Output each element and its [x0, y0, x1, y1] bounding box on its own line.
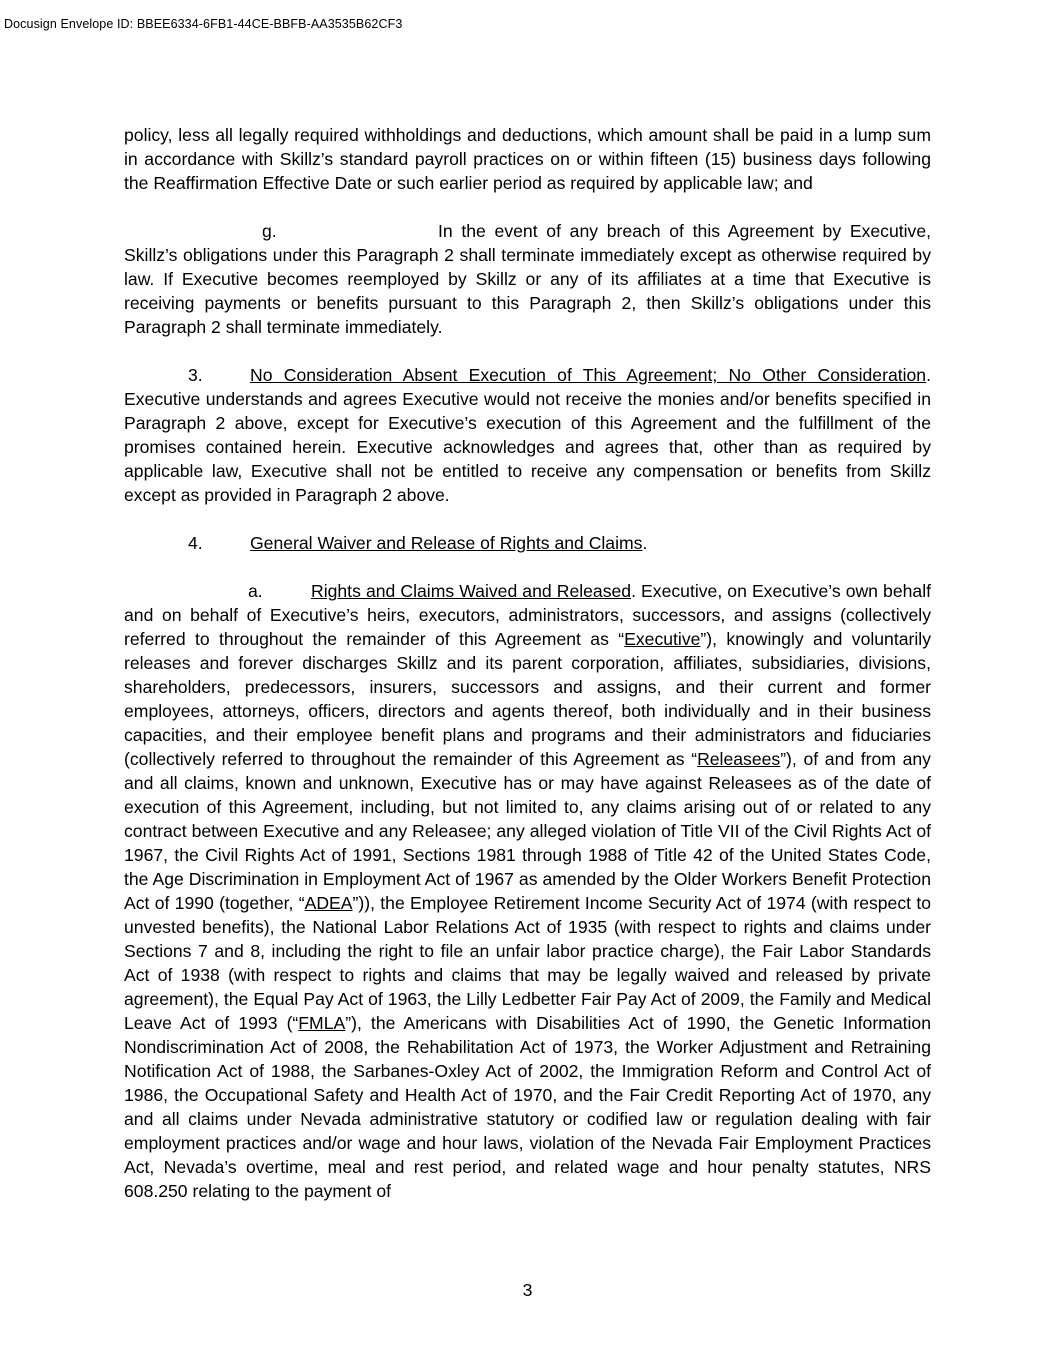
section-4 [124, 531, 931, 555]
section-4a-label: a. [248, 581, 263, 601]
paragraph-g-label: g. [262, 221, 277, 241]
paragraph-g [124, 219, 931, 339]
section-3-heading: No Consideration Absent Execution of This Agreement; No Other Consideration [250, 365, 927, 385]
document-body [124, 123, 931, 1203]
defined-term-executive: Executive [624, 629, 701, 649]
section-3-text: . Executive understands and agrees Executive would not receive the monies and/or benefits specified in Paragraph 2 above, except for Executive’s execution of this Agreement and the fulfillment of the promises contained herein. Executive acknowledges and agrees that, other than as required by applicable law, Executive shall not be entitled to receive any compensation or benefits from Skillz except as provided in Paragraph 2 above. [124, 365, 931, 505]
section-4a-text-5: ”), the Americans with Disabilities Act of 1990, the Genetic Information Nondiscrimination Act of 2008, the Rehabilitation Act of 1973, the Worker Adjustment and Retraining Notification Act of 1988, the Sarbanes-Oxley Act of 2002, the Immigration Reform and Control Act of 1986, the Occupational Safety and Health Act of 1970, and the Fair Credit Reporting Act of 1970, any and all claims under Nevada administrative statutory or codified law or regulation dealing with fair employment practices and/or wage and hour laws, violation of the Nevada Fair Employment Practices Act, Nevada’s overtime, meal and rest period, and related wage and hour penalty statutes, NRS 608.250 relating to the payment of [124, 1013, 931, 1201]
paragraph-g-text: In the event of any breach of this Agreement by Executive, Skillz’s obligations under this Paragraph 2 shall terminate immediately except as otherwise required by law. If Executive becomes reemployed by Skillz or any of its affiliates at a time that Executive is receiving payments or benefits pursuant to this Paragraph 2, then Skillz’s obligations under this Paragraph 2 shall terminate immediately. [124, 221, 931, 337]
section-4-heading-end: . [642, 533, 648, 553]
defined-term-fmla: FMLA [298, 1013, 346, 1033]
section-3-number: 3. [188, 365, 203, 385]
section-4a-text-3: ”), of and from any and all claims, known and unknown, Executive has or may have against Releasees as of the date of execution of this Agreement, including, but not limited to, any claims arising out of or related to any contract between Executive and any Releasee; any alleged violation of Title VII of the Civil Rights Act of 1967, the Civil Rights Act of 1991, Sections 1981 through 1988 of Title 42 of the United States Code, the Age Discrimination in Employment Act of 1967 as amended by the Older Workers Benefit Protection Act of 1990 (together, “ [124, 749, 931, 913]
section-4a-text-1: . Executive, on Executive’s own behalf and on behalf of Executive’s heirs, executors, administrators, successors, and assigns (collectively referred to throughout the remainder of this Agreement as “ [124, 581, 931, 649]
section-4a-heading: Rights and Claims Waived and Released [311, 581, 632, 601]
section-3 [124, 363, 931, 507]
section-4-heading: General Waiver and Release of Rights and Claims [250, 533, 643, 553]
paragraph-f-continuation: policy, less all legally required withholdings and deductions, which amount shall be paid in a lump sum in accordance with Skillz’s standard payroll practices on or within fifteen (15) business days following the Reaffirmation Effective Date or such earlier period as required by applicable law; and [124, 125, 931, 193]
page-number: 3 [522, 1280, 533, 1300]
section-4a-text-4: ”)), the Employee Retirement Income Security Act of 1974 (with respect to unvested benefits), the National Labor Relations Act of 1935 (with respect to rights and claims under Sections 7 and 8, including the right to file an unfair labor practice charge), the Fair Labor Standards Act of 1938 (with respect to rights and claims that may be legally waived and released by private agreement), the Equal Pay Act of 1963, the Lilly Ledbetter Fair Pay Act of 2009, the Family and Medical Leave Act of 1993 (“ [124, 893, 931, 1033]
envelope-id: Docusign Envelope ID: BBEE6334-6FB1-44CE-BBFB-AA3535B62CF3 [4, 17, 403, 31]
section-4a [124, 579, 931, 1203]
defined-term-releasees: Releasees [697, 749, 781, 769]
defined-term-adea: ADEA [304, 893, 353, 913]
section-4-number: 4. [188, 533, 203, 553]
section-4a-text-2: ”), knowingly and voluntarily releases and forever discharges Skillz and its parent corporation, affiliates, subsidiaries, divisions, shareholders, predecessors, insurers, successors and assigns, and their current and former employees, attorneys, officers, directors and agents thereof, both individually and in their business capacities, and their employee benefit plans and programs and their administrators and fiduciaries (collectively referred to throughout the remainder of this Agreement as “ [124, 629, 931, 769]
